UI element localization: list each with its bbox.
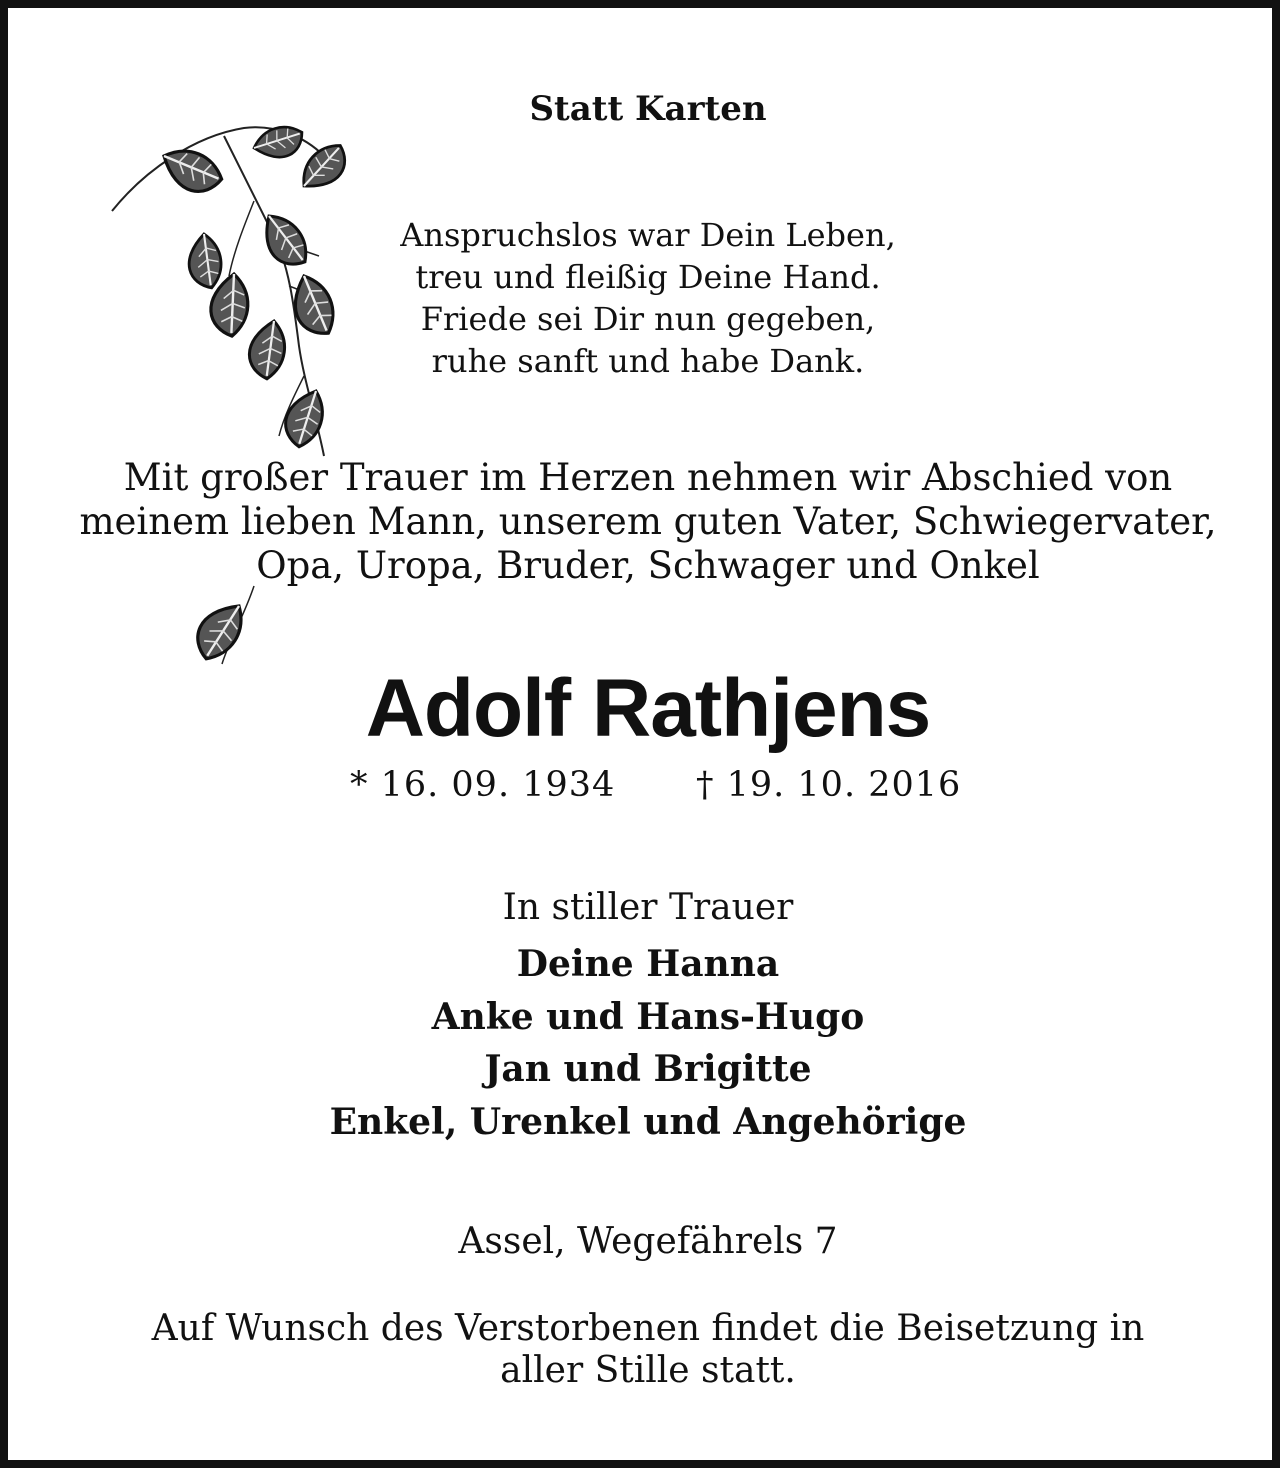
deceased-name: Adolf Rathjens <box>365 663 931 754</box>
funeral-note-line: Auf Wunsch des Verstorbenen findet die Beisetzung in <box>151 1308 1145 1349</box>
mourner-name: Enkel, Urenkel und Angehörige <box>329 1101 967 1143</box>
poem-line: ruhe sanft und habe Dank. <box>431 342 865 380</box>
announcement-line: Opa, Uropa, Bruder, Schwager und Onkel <box>256 544 1040 587</box>
poem-line: Friede sei Dir nun gegeben, <box>420 300 876 338</box>
mourner-name: Deine Hanna <box>516 943 780 985</box>
funeral-note-line: aller Stille statt. <box>500 1350 796 1391</box>
birth-date: * 16. 09. 1934 <box>350 765 616 805</box>
announcement <box>8 456 1280 588</box>
mourner-name: Jan und Brigitte <box>484 1048 812 1090</box>
poem <box>348 214 948 382</box>
announcement-line: Mit großer Trauer im Herzen nehmen wir Abschied von <box>123 456 1173 499</box>
poem-line: treu und fleißig Deine Hand. <box>415 258 881 296</box>
birch-branch-icon <box>104 116 374 676</box>
mourner-name: Anke und Hans-Hugo <box>431 996 865 1038</box>
poem-line: Anspruchslos war Dein Leben, <box>400 216 896 254</box>
heading: Statt Karten <box>529 89 767 129</box>
mourning-intro: In stiller Trauer <box>502 887 794 928</box>
announcement-line: meinem lieben Mann, unserem guten Vater, Schwiegervater, <box>79 500 1217 543</box>
address: Assel, Wegefährels 7 <box>458 1221 838 1262</box>
death-date: † 19. 10. 2016 <box>696 765 962 805</box>
funeral-note <box>8 1308 1280 1392</box>
